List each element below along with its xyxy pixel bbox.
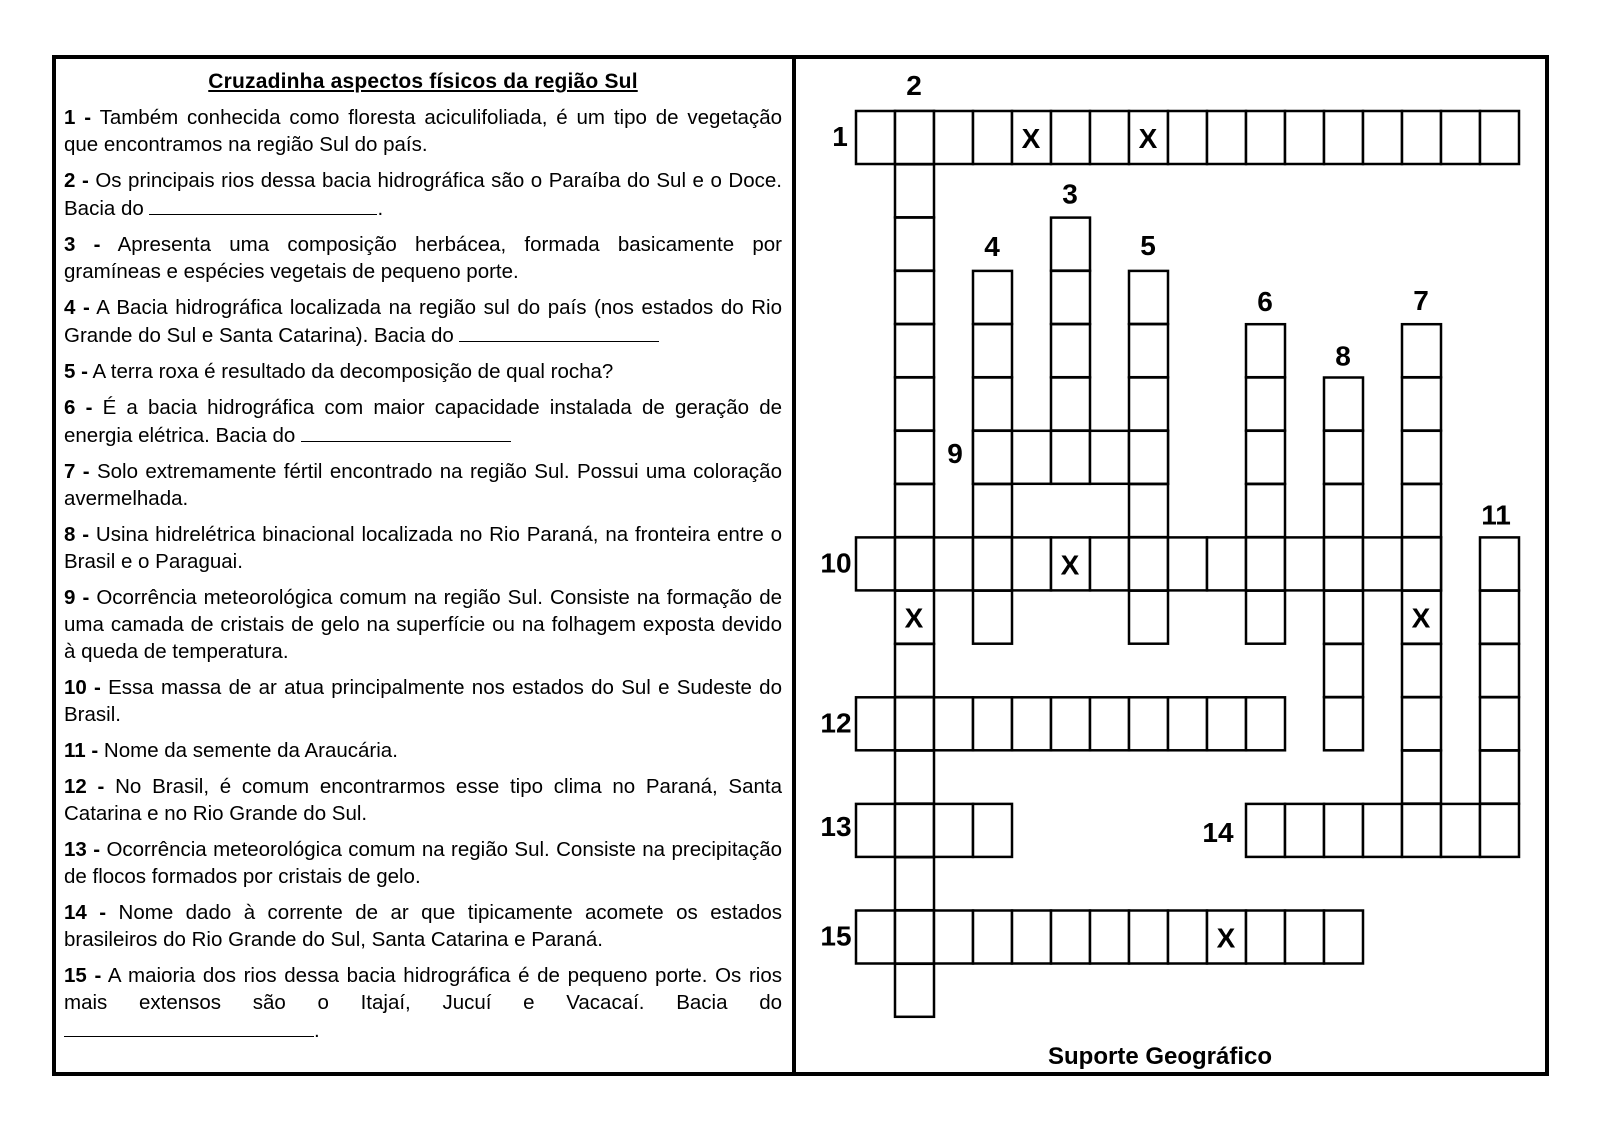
- clue-punctuation: .: [314, 1019, 320, 1042]
- word-1-cell[interactable]: [1051, 111, 1090, 164]
- word-10-cell[interactable]: [856, 537, 895, 590]
- word-8-cell[interactable]: [1324, 431, 1363, 484]
- word-2-cell[interactable]: [895, 964, 934, 1017]
- word-3-cell[interactable]: [1051, 378, 1090, 431]
- clue-number: 2 -: [64, 169, 89, 192]
- word-15-cell[interactable]: [1051, 911, 1090, 964]
- clue-number-4: 4: [984, 230, 1000, 262]
- word-10-cell[interactable]: [1012, 537, 1051, 590]
- clue-number-10: 10: [820, 547, 852, 579]
- clue-number: 15 -: [64, 964, 102, 987]
- word-14-cell[interactable]: [1441, 804, 1480, 857]
- word-13-cell[interactable]: [856, 804, 895, 857]
- word-7-cell[interactable]: [1402, 751, 1441, 804]
- clue-number: 1 -: [64, 106, 92, 129]
- clue-text: Também conhecida como floresta aciculifoliada, é um tipo de vegetação que encontramos na região Sul do país.: [64, 106, 782, 156]
- word-1-cell[interactable]: [1480, 111, 1519, 164]
- clue-number: 13 -: [64, 838, 101, 861]
- word-8-cell[interactable]: [1324, 644, 1363, 697]
- word-14-cell[interactable]: [1246, 804, 1285, 857]
- word-1-cell[interactable]: [1441, 111, 1480, 164]
- word-7-cell[interactable]: [1402, 644, 1441, 697]
- word-12-cell[interactable]: [856, 697, 895, 750]
- word-2-cell[interactable]: [895, 857, 934, 910]
- word-5-cell[interactable]: [1129, 271, 1168, 324]
- clue-text: Ocorrência meteorológica comum na região Sul. Consiste na precipitação de flocos formados por cristais de gelo.: [64, 838, 783, 888]
- word-2-cell[interactable]: [895, 484, 934, 537]
- clue-punctuation: .: [377, 197, 384, 220]
- word-2-cell[interactable]: [895, 271, 934, 324]
- word-7-cell[interactable]: [1402, 324, 1441, 377]
- word-14-cell[interactable]: [1363, 804, 1402, 857]
- word-12-cell[interactable]: [973, 697, 1012, 750]
- word-9-cell[interactable]: [973, 431, 1012, 484]
- word-10-cell[interactable]: [1324, 537, 1363, 590]
- clue-number: 14 -: [64, 901, 107, 924]
- word-10-cell[interactable]: [1207, 537, 1246, 590]
- word-13-cell[interactable]: [895, 804, 934, 857]
- word-12-cell[interactable]: [1012, 697, 1051, 750]
- word-14-cell[interactable]: [1402, 804, 1441, 857]
- blocked-cell-marker: X: [1021, 123, 1041, 154]
- word-3-cell[interactable]: [1051, 324, 1090, 377]
- word-10-cell[interactable]: [1090, 537, 1129, 590]
- word-14-cell[interactable]: [1480, 804, 1519, 857]
- clue-number-8: 8: [1335, 340, 1351, 372]
- clue-number: 7 -: [64, 460, 90, 483]
- word-1-cell[interactable]: [895, 111, 934, 164]
- word-2-cell[interactable]: [895, 324, 934, 377]
- word-14-cell[interactable]: [1324, 804, 1363, 857]
- word-6-cell[interactable]: [1246, 591, 1285, 644]
- word-15-cell[interactable]: [895, 911, 934, 964]
- word-15-cell[interactable]: [1168, 911, 1207, 964]
- word-8-cell[interactable]: [1324, 697, 1363, 750]
- word-6-cell[interactable]: [1246, 484, 1285, 537]
- word-4-cell[interactable]: [973, 378, 1012, 431]
- clue-text: A terra roxa é resultado da decomposição de qual rocha?: [92, 360, 614, 383]
- clue-number-2: 2: [906, 70, 922, 101]
- clue-number: 11 -: [64, 739, 99, 762]
- word-4-cell[interactable]: [973, 484, 1012, 537]
- word-1-cell[interactable]: [1324, 111, 1363, 164]
- word-15-cell[interactable]: [1129, 911, 1168, 964]
- blocked-cell-marker: X: [1060, 549, 1080, 581]
- clue-number: 12 -: [64, 775, 105, 798]
- word-8-cell[interactable]: [1324, 378, 1363, 431]
- clue-number-1: 1: [832, 121, 848, 152]
- word-1-cell[interactable]: [1246, 111, 1285, 164]
- clue-number-11: 11: [1481, 499, 1511, 531]
- word-8-cell[interactable]: [1324, 484, 1363, 537]
- word-1-cell[interactable]: [1168, 111, 1207, 164]
- word-10-cell[interactable]: [1246, 537, 1285, 590]
- clue-number-3: 3: [1062, 178, 1078, 210]
- footer-credit: Suporte Geográfico: [1048, 1043, 1273, 1070]
- clue-text: Apresenta uma composição herbácea, formada basicamente por gramíneas e espécies vegetais de pequeno porte.: [64, 233, 782, 283]
- blocked-cell-marker: X: [1138, 123, 1158, 154]
- word-2-cell[interactable]: [895, 218, 934, 271]
- word-10-cell[interactable]: [1402, 537, 1441, 590]
- blocked-cell-marker: X: [1216, 922, 1236, 954]
- word-7-cell[interactable]: [1402, 431, 1441, 484]
- word-1-cell[interactable]: [934, 111, 973, 164]
- clue-number-13: 13: [820, 810, 852, 842]
- clue-number-5: 5: [1140, 229, 1156, 261]
- word-1-cell[interactable]: [1363, 111, 1402, 164]
- word-5-cell[interactable]: [1129, 324, 1168, 377]
- word-13-cell[interactable]: [934, 804, 973, 857]
- word-12-cell[interactable]: [1246, 697, 1285, 750]
- word-9-cell[interactable]: [1090, 431, 1129, 484]
- word-10-cell[interactable]: [1168, 537, 1207, 590]
- clue-number-15: 15: [820, 920, 852, 952]
- word-9-cell[interactable]: [1129, 431, 1168, 484]
- clue-number: 6 -: [64, 396, 93, 419]
- word-4-cell[interactable]: [973, 271, 1012, 324]
- word-1-cell[interactable]: [856, 111, 895, 164]
- clue-text: A Bacia hidrográfica localizada na região sul do país (nos estados do Rio Grande do Sul e Santa Catarina). Bacia do: [64, 296, 782, 347]
- word-10-cell[interactable]: [1363, 537, 1402, 590]
- word-11-cell[interactable]: [1480, 751, 1519, 804]
- word-5-cell[interactable]: [1129, 484, 1168, 537]
- word-2-cell[interactable]: [895, 164, 934, 217]
- word-10-cell[interactable]: [934, 537, 973, 590]
- word-15-cell[interactable]: [973, 911, 1012, 964]
- word-2-cell[interactable]: [895, 751, 934, 804]
- word-14-cell[interactable]: [1285, 804, 1324, 857]
- word-15-cell[interactable]: [1246, 911, 1285, 964]
- word-6-cell[interactable]: [1246, 378, 1285, 431]
- word-12-cell[interactable]: [1090, 697, 1129, 750]
- word-8-cell[interactable]: [1324, 591, 1363, 644]
- clue-text: Essa massa de ar atua principalmente nos estados do Sul e Sudeste do Brasil.: [64, 676, 782, 726]
- word-3-cell[interactable]: [1051, 218, 1090, 271]
- clue-text: No Brasil, é comum encontrarmos esse tipo clima no Paraná, Santa Catarina e no Rio Grande do Sul.: [64, 775, 783, 825]
- word-3-cell[interactable]: [1051, 271, 1090, 324]
- word-15-cell[interactable]: [1285, 911, 1324, 964]
- clue-text: Ocorrência meteorológica comum na região Sul. Consiste na formação de uma camada de cristais de gelo na superfície ou na folhagem exposta devido à queda de temperatura.: [64, 586, 782, 663]
- blocked-cell-marker: X: [904, 602, 924, 634]
- word-1-cell[interactable]: [1207, 111, 1246, 164]
- blocked-cell-marker: X: [1411, 602, 1431, 634]
- word-15-cell[interactable]: [1012, 911, 1051, 964]
- clue-number: 3 -: [64, 233, 101, 256]
- word-7-cell[interactable]: [1402, 697, 1441, 750]
- word-13-cell[interactable]: [973, 804, 1012, 857]
- clue-text: É a bacia hidrográfica com maior capacidade instalada de geração de energia elétrica. Bacia do: [64, 396, 783, 447]
- word-11-cell[interactable]: [1480, 537, 1519, 590]
- word-1-cell[interactable]: [1285, 111, 1324, 164]
- clue-text: Os principais rios dessa bacia hidrográfica são o Paraíba do Sul e o Doce. Bacia do: [64, 169, 782, 220]
- clue-text: Solo extremamente fértil encontrado na região Sul. Possui uma coloração avermelhada.: [64, 460, 782, 510]
- word-12-cell[interactable]: [1051, 697, 1090, 750]
- clue-number-14: 14: [1202, 816, 1234, 848]
- word-15-cell[interactable]: [934, 911, 973, 964]
- word-10-cell[interactable]: [895, 537, 934, 590]
- clue-number: 5 -: [64, 360, 88, 383]
- clue-number: 4 -: [64, 296, 90, 319]
- word-7-cell[interactable]: [1402, 484, 1441, 537]
- word-11-cell[interactable]: [1480, 591, 1519, 644]
- word-1-cell[interactable]: [1090, 111, 1129, 164]
- word-12-cell[interactable]: [1129, 697, 1168, 750]
- word-2-cell[interactable]: [895, 431, 934, 484]
- clue-number: 9 -: [64, 586, 90, 609]
- word-15-cell[interactable]: [856, 911, 895, 964]
- word-4-cell[interactable]: [973, 324, 1012, 377]
- word-2-cell[interactable]: [895, 644, 934, 697]
- word-10-cell[interactable]: [973, 537, 1012, 590]
- clue-text: A maioria dos rios dessa bacia hidrográfica é de pequeno porte. Os rios mais extensos são o Itajaí, Jucuí e Vacacaí. Bacia do: [64, 964, 782, 1014]
- worksheet-title: Cruzadinha aspectos físicos da região Sul: [208, 70, 638, 93]
- clue-number-7: 7: [1413, 285, 1429, 317]
- word-10-cell[interactable]: [1129, 537, 1168, 590]
- word-10-cell[interactable]: [1285, 537, 1324, 590]
- word-9-cell[interactable]: [1051, 431, 1090, 484]
- word-12-cell[interactable]: [1207, 697, 1246, 750]
- word-1-cell[interactable]: [1402, 111, 1441, 164]
- word-7-cell[interactable]: [1402, 378, 1441, 431]
- word-15-cell[interactable]: [1090, 911, 1129, 964]
- clue-number: 10 -: [64, 676, 101, 699]
- word-6-cell[interactable]: [1246, 431, 1285, 484]
- word-12-cell[interactable]: [895, 697, 934, 750]
- clue-number: 8 -: [64, 523, 90, 546]
- clue-text: Nome da semente da Araucária.: [103, 739, 398, 762]
- clue-number-9: 9: [947, 437, 963, 469]
- clue-number-12: 12: [820, 707, 852, 739]
- word-11-cell[interactable]: [1480, 644, 1519, 697]
- word-4-cell[interactable]: [973, 591, 1012, 644]
- word-5-cell[interactable]: [1129, 591, 1168, 644]
- clue-number-6: 6: [1257, 286, 1273, 318]
- clue-text: Nome dado à corrente de ar que tipicamente acomete os estados brasileiros do Rio Grande do Sul, Santa Catarina e Paraná.: [64, 901, 782, 951]
- word-5-cell[interactable]: [1129, 378, 1168, 431]
- word-12-cell[interactable]: [1168, 697, 1207, 750]
- word-9-cell[interactable]: [1012, 431, 1051, 484]
- word-2-cell[interactable]: [895, 378, 934, 431]
- word-11-cell[interactable]: [1480, 697, 1519, 750]
- word-15-cell[interactable]: [1324, 911, 1363, 964]
- word-1-cell[interactable]: [973, 111, 1012, 164]
- clue-text: Usina hidrelétrica binacional localizada no Rio Paraná, na fronteira entre o Brasil e o Paraguai.: [64, 523, 782, 573]
- word-6-cell[interactable]: [1246, 324, 1285, 377]
- word-12-cell[interactable]: [934, 697, 973, 750]
